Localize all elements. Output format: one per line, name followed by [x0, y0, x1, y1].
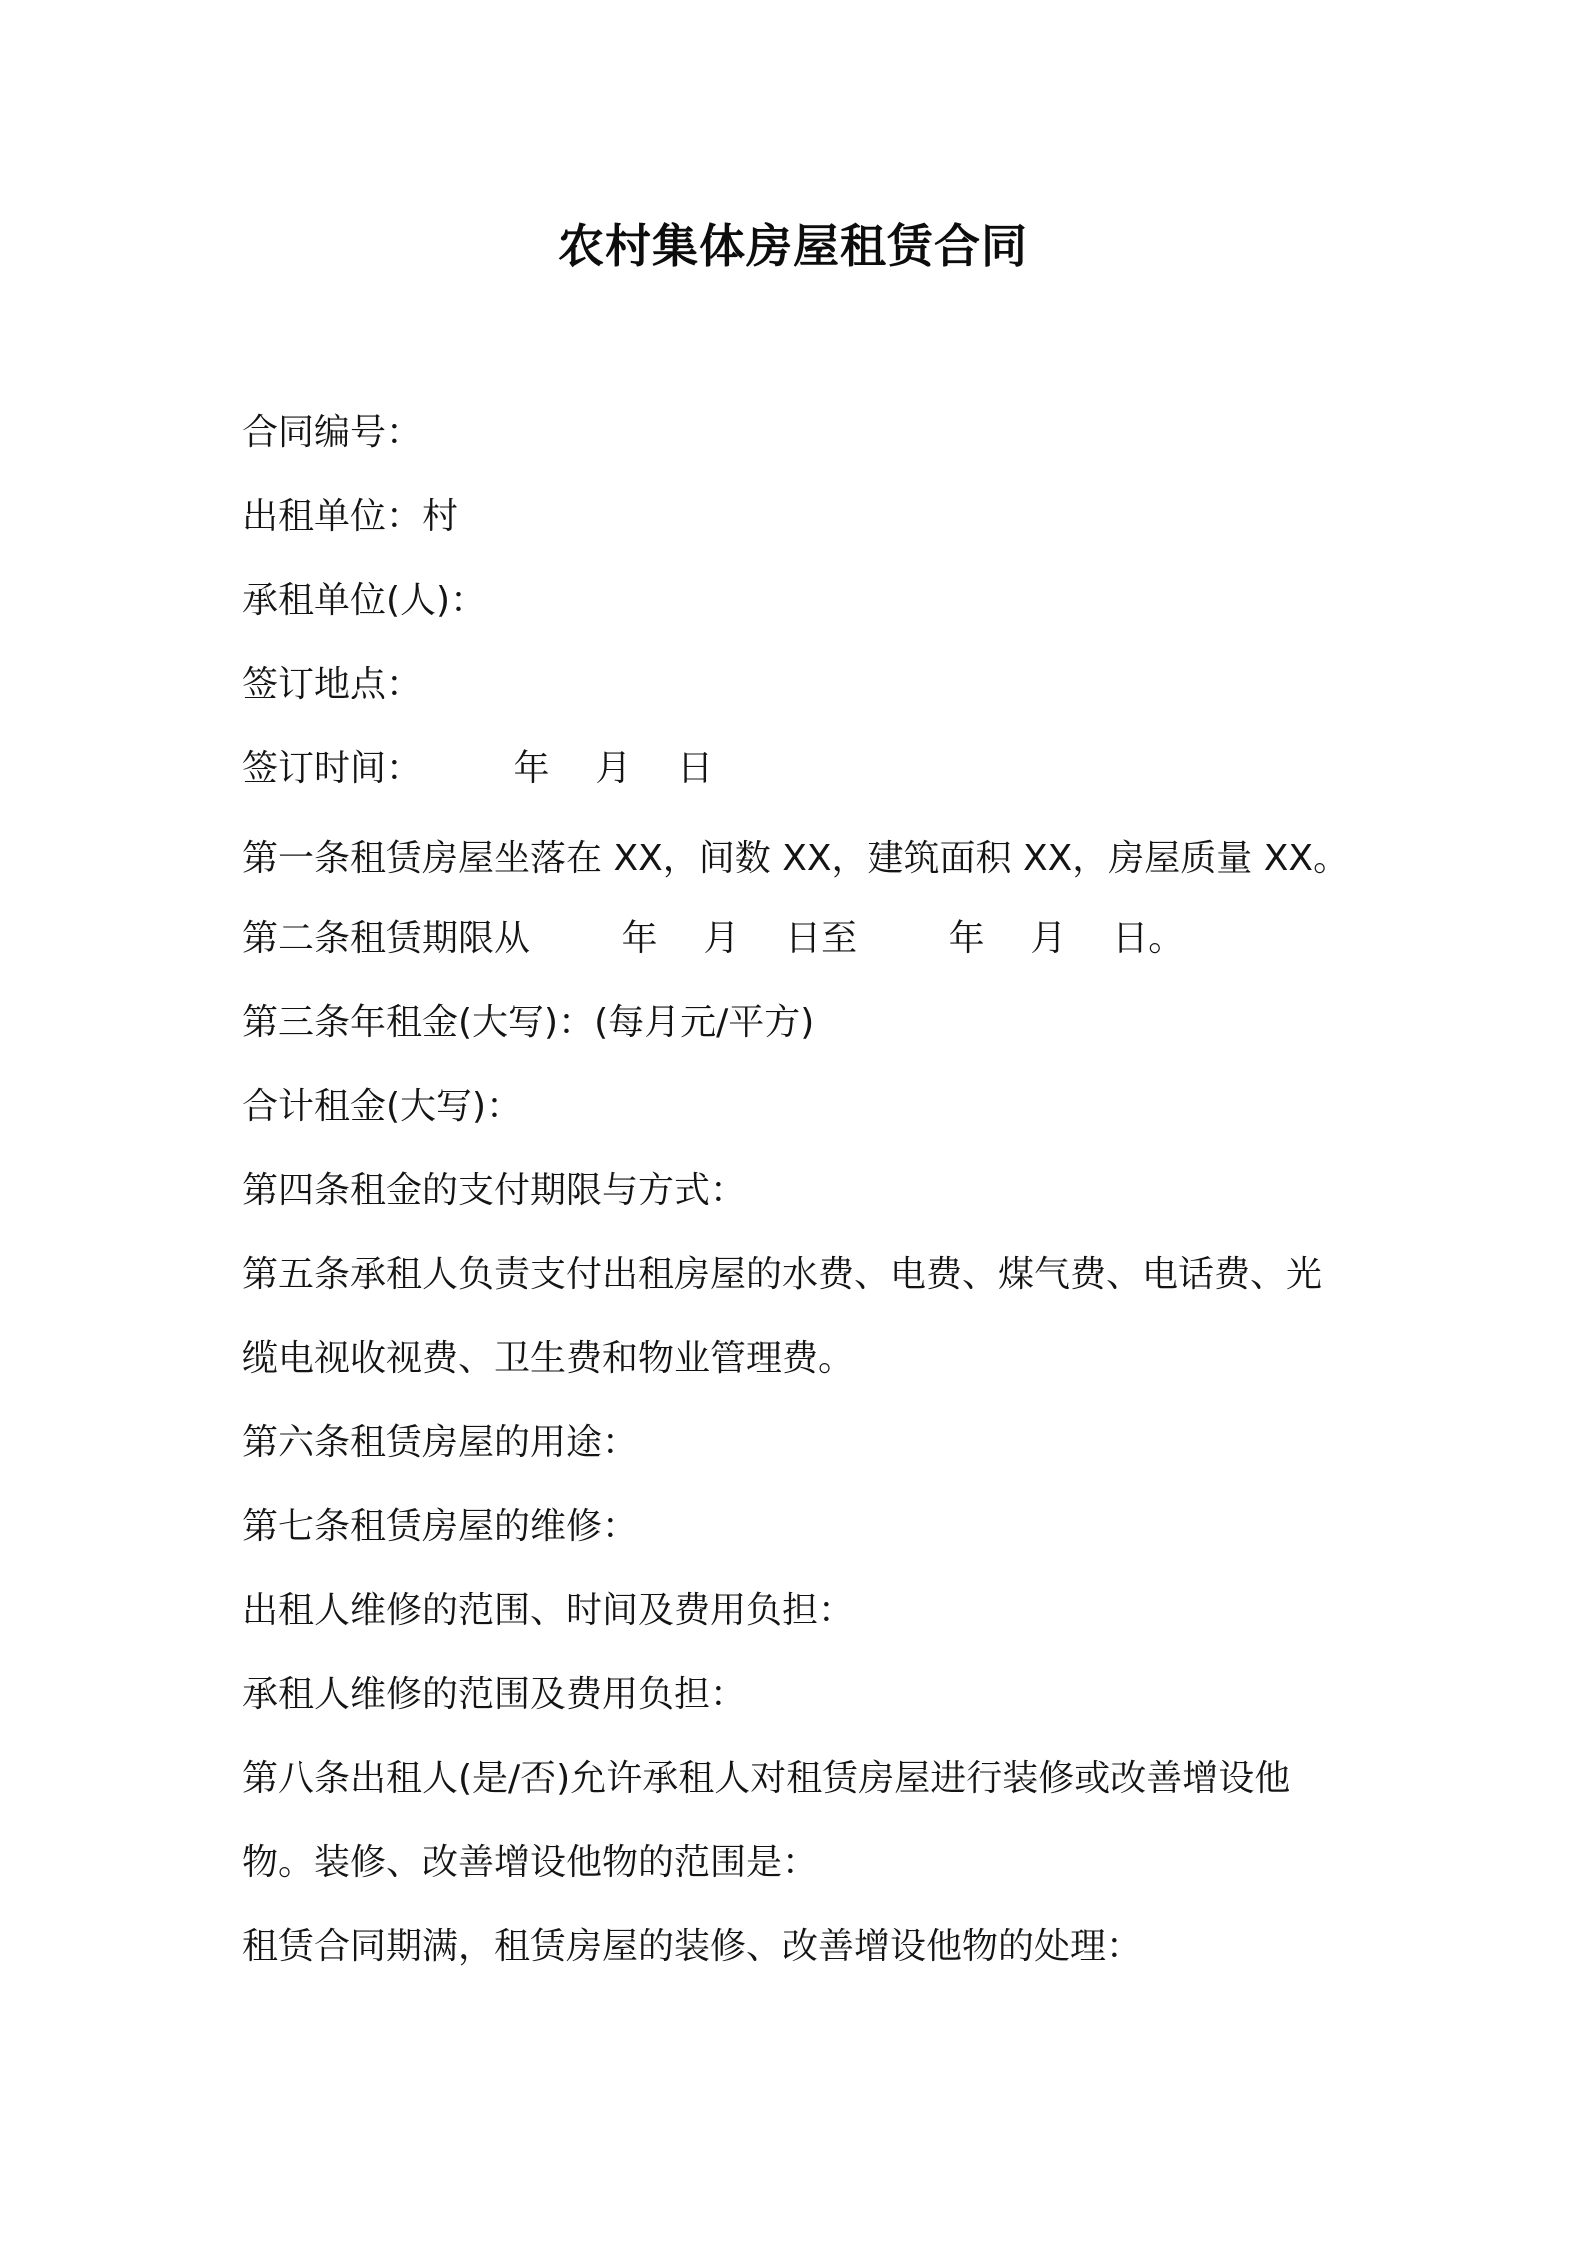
article-7-line: 第七条租赁房屋的维修：: [242, 1506, 639, 1547]
contract-number-line: 合同编号：: [242, 412, 423, 453]
document-title: 农村集体房屋租赁合同: [558, 219, 1028, 273]
lessee-repair-line: 承租人维修的范围及费用负担：: [242, 1674, 747, 1715]
signing-date-line: 签订时间： 年 月 日: [242, 748, 714, 789]
article-1-line: 第一条租赁房屋坐落在 XX，间数 XX，建筑面积 XX，房屋质量 XX。: [242, 838, 1350, 879]
article-5-line: 第五条承租人负责支付出租房屋的水费、电费、煤气费、电话费、光: [242, 1254, 1323, 1295]
article-3-line: 第三条年租金(大写)：(每月元/平方): [242, 1002, 815, 1043]
total-rent-line: 合计租金(大写)：: [242, 1086, 523, 1127]
lessor-repair-line: 出租人维修的范围、时间及费用负担：: [242, 1590, 855, 1631]
article-4-line: 第四条租金的支付期限与方式：: [242, 1170, 747, 1211]
article-8-continued: 物。装修、改善增设他物的范围是：: [242, 1842, 819, 1883]
article-6-line: 第六条租赁房屋的用途：: [242, 1422, 639, 1463]
lessor-line: 出租单位：村: [242, 496, 459, 537]
article-8-line: 第八条出租人(是/否)允许承租人对租赁房屋进行装修或改善增设他: [242, 1758, 1291, 1799]
signing-place-line: 签订地点：: [242, 664, 423, 705]
expiry-handling-line: 租赁合同期满，租赁房屋的装修、改善增设他物的处理：: [242, 1926, 1143, 1967]
article-5-continued: 缆电视收视费、卫生费和物业管理费。: [242, 1338, 855, 1379]
lessee-line: 承租单位(人)：: [242, 580, 487, 621]
article-2-line: 第二条租赁期限从 年 月 日至 年 月 日。: [242, 918, 1185, 959]
